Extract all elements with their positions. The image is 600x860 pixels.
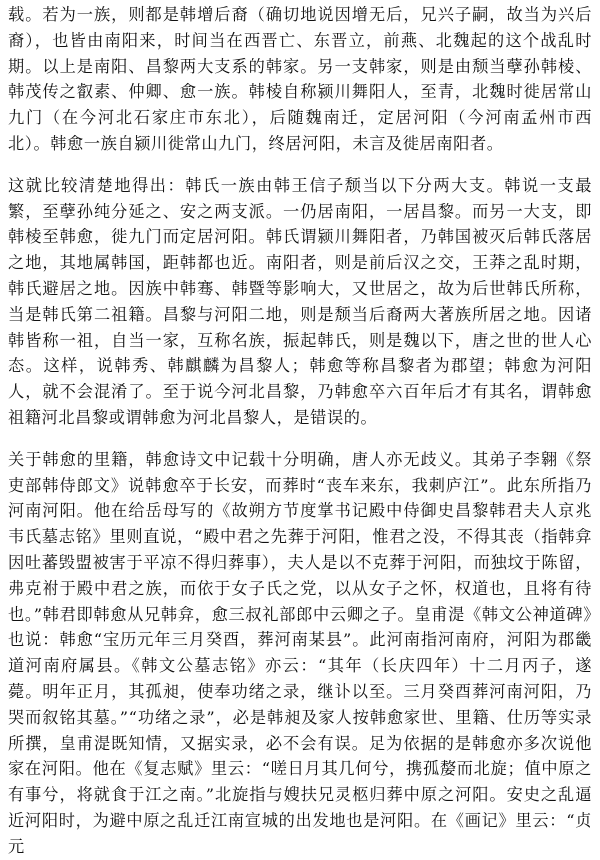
paragraph-3: 关于韩愈的里籍，韩愈诗文中记载十分明确，唐人亦无歧义。其弟子李翱《祭吏部韩侍郎文》说韩愈卒于长安，而葬时“丧车来东，我刺庐江”。此东所指乃河南河阳。他在给岳母写的《故朔方节度掌书记殿中侍御史昌黎韩君夫人京兆韦氏墓志铭》里则直说，“殿中君之先葬于河阳，惟君之没，不得其丧（指韩弇因吐蕃毁盟被害于平凉不得归葬事），夫人是以不克葬于河阳，而独坟于陈留，弗克祔于殿中君之族，而依于女子氏之党，以从女子之怀，权道也，且将有待也。”韩君即韩愈从兄韩弇，愈三叔礼部郎中云卿之子。皇甫湜《韩文公神道碑》也说：韩愈“宝历元年三月癸酉，葬河南某县”。此河南指河南府，河阳为郡畿道河南府属县。《韩文公墓志铭》亦云：“其年（长庆四年）十二月丙子，遂薨。明年正月，其孤昶，使奉功绪之录，继讣以至。三月癸酉葬河南河阳，乃哭而叙铭其墓。”“功绪之录”，必是韩昶及家人按韩愈家世、里籍、仕历等实录所撰，皇甫湜既知情，又据实录，必不会有误。足为依据的是韩愈亦多次说他家在河阳。他在《复志赋》里云：“嗟日月其几何兮，携孤嫠而北旋；值中原之有事兮，将就食于江之南。”北旋指与嫂扶兄灵柩归葬中原之河阳。安史之乱逼近河阳时，为避中原之乱迁江南宣城的出发地也是河阳。在《画记》里云：“贞元 (8, 449, 592, 856)
paragraph-2: 这就比较清楚地得出：韩氏一族由韩王信子颓当以下分两大支。韩说一支最繁，至孽孙纯分延之、安之两支派。一仍居南阳，一居昌黎。而另一大支，即韩棱至韩愈，徙九门而定居河阳。韩氏谓颍川舞阳者，乃韩国被灭后韩氏落居之地，其地属韩国，距韩都也近。南阳者，则是前后汉之交，王莽之乱时期，韩氏避居之地。因族中韩骞、韩暨等影响大，又世居之，故为后世韩氏所称，当是韩氏第二祖籍。昌黎与河阳二地，则是颓当后裔两大著族所居之地。因诸韩皆称一祖，自当一家，互称名族，振起韩氏，则是魏以下，唐之世的世人心态。这样，说韩秀、韩麒麟为昌黎人；韩愈等称昌黎者为郡望；韩愈为河阳人，就不会混淆了。至于说今河北昌黎，乃韩愈卒六百年后才有其名，谓韩愈祖籍河北昌黎或谓韩愈为河北昌黎人，是错误的。 (8, 175, 592, 427)
document-page (8, 2, 592, 860)
paragraph-1: 载。若为一族，则都是韩增后裔（确切地说因增无后，兄兴子嗣，故当为兴后裔），也皆由南阳来，时间当在西晋亡、东晋立，前燕、北魏起的这个战乱时期。以上是南阳、昌黎两大支系的韩家。另一支韩家，则是由颓当孽孙韩棱、韩茂传之叡素、仲卿、愈一族。韩棱自称颍川舞阳人，至青，北魏时徙居常山九门（在今河北石家庄市东北），后随魏南迁，定居河阳（今河南孟州市西北）。韩愈一族自颍川徙常山九门，终居河阳，未言及徙居南阳者。 (8, 5, 592, 153)
